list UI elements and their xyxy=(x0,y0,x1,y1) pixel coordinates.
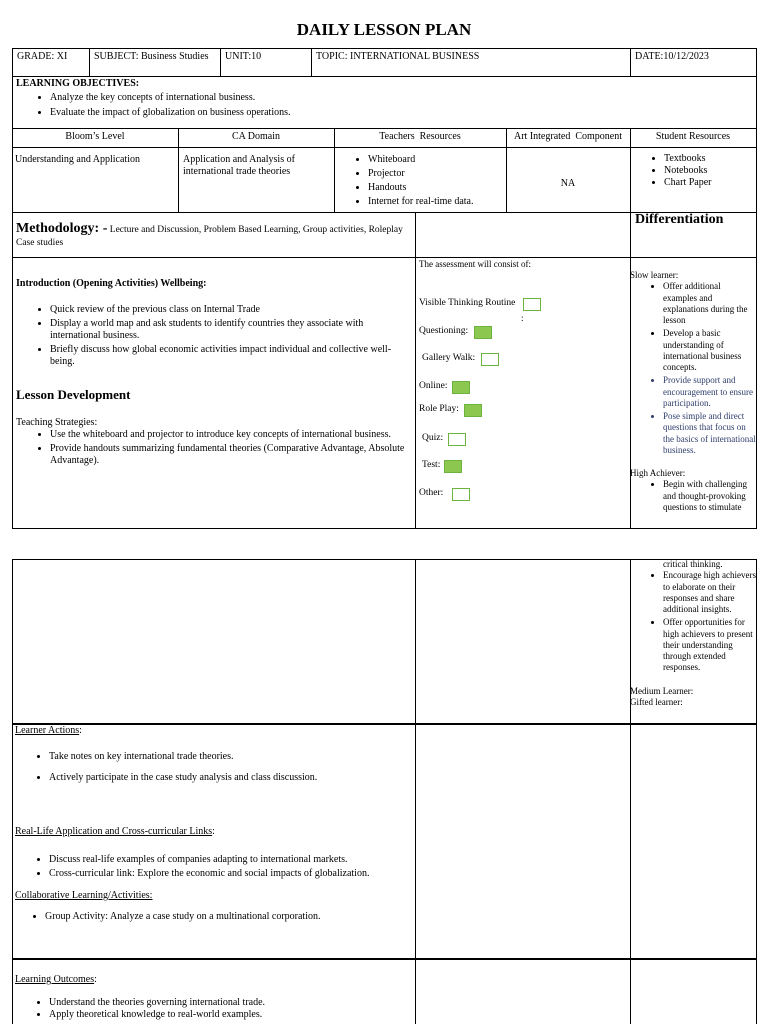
teacher-resource-item: • Whiteboard xyxy=(368,154,506,166)
real-life-item: • Discuss real-life examples of companies adapting to international markets. xyxy=(49,854,413,866)
objective-item: • Analyze the key concepts of international business. xyxy=(50,92,616,104)
assessment-checkbox[interactable] xyxy=(523,298,541,311)
slow-learner-label: Slow learner: xyxy=(630,270,679,280)
collaborative-heading: Collaborative Learning/Activities: xyxy=(15,890,153,901)
header-teacher-resources: Teachers Resources xyxy=(379,131,461,142)
header-blooms: Bloom’s Level xyxy=(65,131,125,142)
methodology-text: Lecture and Discussion, Problem Based Learning, Group activities, Roleplay Case studies xyxy=(16,225,403,248)
grade-cell: GRADE: XI xyxy=(17,51,68,62)
assessment-label: Quiz: xyxy=(422,433,444,443)
differentiation-section xyxy=(630,270,756,513)
assessment-checkbox[interactable] xyxy=(452,488,470,501)
topic-cell: TOPIC: INTERNATIONAL BUSINESS xyxy=(316,51,480,62)
real-life-heading: Real-Life Application and Cross-curricular Links: xyxy=(15,826,215,837)
student-resources-list xyxy=(630,153,756,189)
teaching-strategies-label: Teaching Strategies: xyxy=(16,416,98,428)
learning-outcomes-section xyxy=(15,974,413,1021)
blooms-value: Understanding and Application xyxy=(15,154,140,165)
outcome-item: • Apply theoretical knowledge to real-world examples. xyxy=(49,1009,413,1021)
introduction-heading: Introduction (Opening Activities) Wellbeing: xyxy=(16,278,207,289)
outcome-item: • Understand the theories governing international trade. xyxy=(49,997,413,1009)
learner-action-item: • Actively participate in the case study analysis and class discussion. xyxy=(49,767,413,788)
art-component-value: NA xyxy=(560,178,576,189)
assessment-checkbox[interactable] xyxy=(474,326,492,339)
assessment-checkbox[interactable] xyxy=(448,433,466,446)
objectives-heading: LEARNING OBJECTIVES: xyxy=(16,78,140,89)
assessment-label: Gallery Walk: xyxy=(422,353,476,363)
teacher-resource-item: • Handouts xyxy=(368,182,506,194)
slow-learner-item: • Provide support and encouragement to ensure participation. xyxy=(663,375,756,409)
header-art-component: Art Integrated Component xyxy=(513,131,623,142)
collaborative-section xyxy=(15,890,413,923)
assessment-checkbox[interactable] xyxy=(464,404,482,417)
high-achiever-continued: critical thinking. xyxy=(663,559,723,569)
subject-cell: SUBJECT: Business Studies xyxy=(94,51,209,62)
assessment-checkbox[interactable] xyxy=(444,460,462,473)
assessment-label: Visible Thinking Routine xyxy=(419,298,516,308)
objective-item: • Evaluate the impact of globalization on business operations. xyxy=(50,107,616,119)
assessment-label: Online: xyxy=(419,381,448,391)
intro-item: • Briefly discuss how global economic activities impact individual and collective well-being. xyxy=(50,344,412,368)
teacher-resource-item: • Projector xyxy=(368,168,506,180)
intro-item: • Quick review of the previous class on Internal Trade xyxy=(50,304,412,316)
ca-domain-value: Application and Analysis of international trade theories xyxy=(183,154,295,177)
teacher-resource-item: • Internet for real-time data. xyxy=(368,196,506,208)
slow-learner-item: • Offer additional examples and explanations during the lesson xyxy=(663,281,756,326)
high-achiever-label: High Achiever: xyxy=(630,468,686,478)
high-achiever-item: • Begin with challenging and thought-provoking questions to stimulate xyxy=(663,479,756,513)
learning-outcomes-heading: Learning Outcomes: xyxy=(15,974,97,985)
real-life-section xyxy=(15,826,413,880)
colon-mark: : xyxy=(521,313,524,323)
lesson-development-heading: Lesson Development xyxy=(16,387,131,402)
assessment-label: Questioning: xyxy=(419,326,469,336)
intro-item: • Display a world map and ask students to identify countries they associate with international business. xyxy=(50,318,412,342)
collaborative-item: • Group Activity: Analyze a case study on a multinational corporation. xyxy=(45,911,413,923)
assessment-label: Test: xyxy=(422,460,441,470)
differentiation-heading: Differentiation xyxy=(635,212,724,227)
strategy-item: • Use the whiteboard and projector to introduce key concepts of international business. xyxy=(50,429,412,441)
high-achiever-item: • Offer opportunities for high achievers to present their understanding through extended responses. xyxy=(663,617,756,673)
slow-learner-item: • Pose simple and direct questions that focus on the basics of international business. xyxy=(663,411,756,456)
high-achiever-item: • Encourage high achievers to elaborate on their responses and share additional insights. xyxy=(663,570,756,615)
medium-learner-label: Medium Learner: xyxy=(630,685,694,696)
student-resource-item: • Notebooks xyxy=(664,165,756,177)
slow-learner-item: • Develop a basic understanding of international business concepts. xyxy=(663,328,756,373)
learner-actions-heading: Learner Actions: xyxy=(15,725,82,736)
objectives-section xyxy=(16,78,616,119)
differentiation-continued xyxy=(630,559,756,708)
teacher-resources-list xyxy=(334,154,506,208)
assessment-checkbox[interactable] xyxy=(481,353,499,366)
strategy-item: • Provide handouts summarizing fundamental theories (Comparative Advantage, Absolute Advantage). xyxy=(50,443,412,467)
lesson-development-section xyxy=(16,387,412,467)
real-life-item: • Cross-curricular link: Explore the economic and social impacts of globalization. xyxy=(49,868,413,880)
date-cell: DATE:10/12/2023 xyxy=(635,51,709,62)
introduction-section xyxy=(16,278,412,368)
methodology-label: Methodology: - xyxy=(16,221,108,236)
assessment-intro: The assessment will consist of: xyxy=(419,259,531,269)
assessment-label: Role Play: xyxy=(419,404,459,414)
methodology-section xyxy=(16,220,411,249)
page-title: DAILY LESSON PLAN xyxy=(296,20,472,39)
assessment-label: Other: xyxy=(419,488,444,498)
unit-cell: UNIT:10 xyxy=(225,51,262,62)
learner-action-item: • Take notes on key international trade theories. xyxy=(49,746,413,767)
learner-actions-section xyxy=(15,725,413,788)
gifted-learner-label: Gifted learner: xyxy=(630,696,683,707)
header-student-resources: Student Resources xyxy=(655,131,731,142)
assessment-checkbox[interactable] xyxy=(452,381,470,394)
student-resource-item: • Textbooks xyxy=(664,153,756,165)
student-resource-item: • Chart Paper xyxy=(664,177,756,189)
header-ca-domain: CA Domain xyxy=(231,131,281,142)
